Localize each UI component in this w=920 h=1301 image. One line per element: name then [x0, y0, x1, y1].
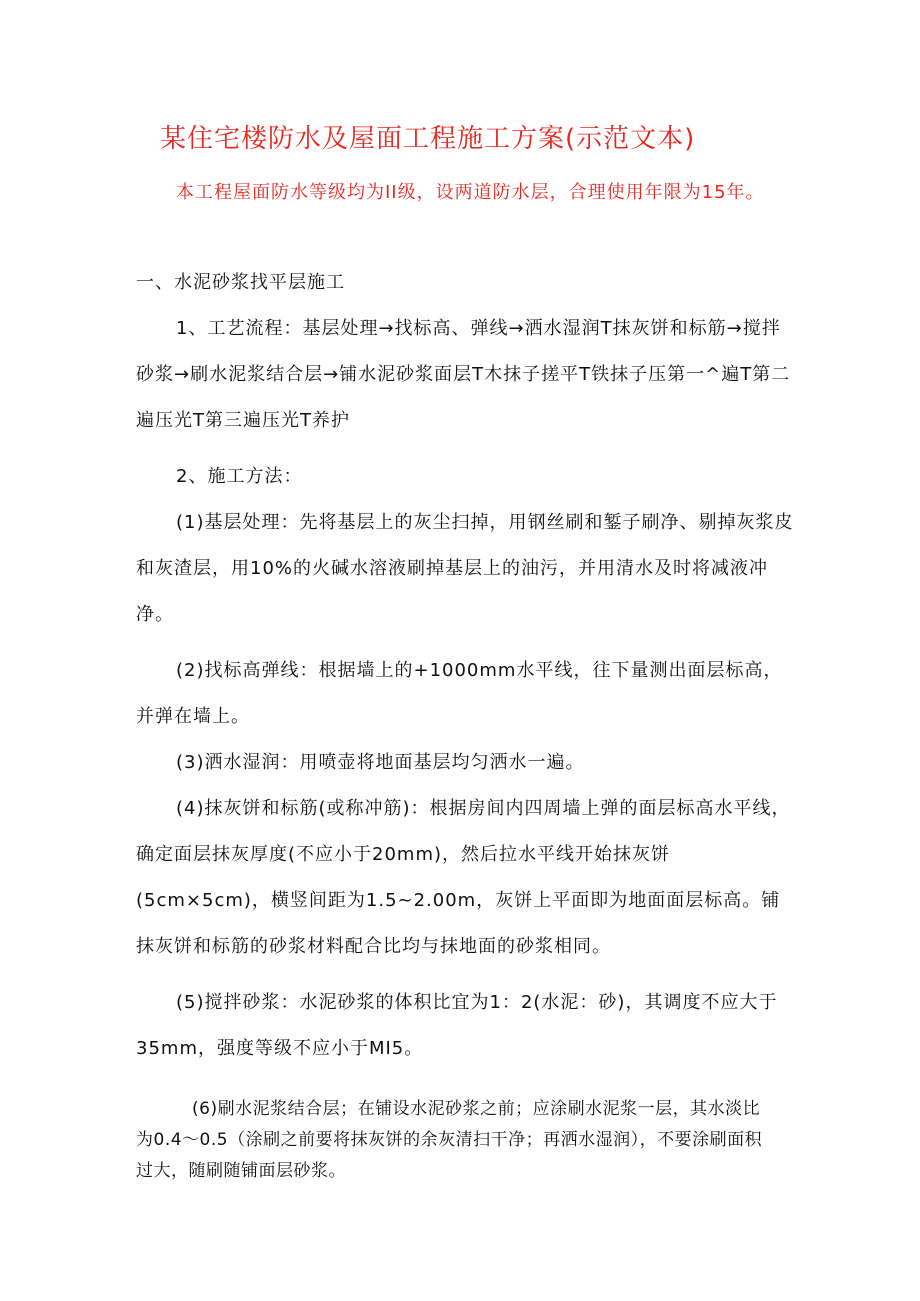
step-6-paragraph [136, 1094, 776, 1187]
step-1-paragraph: (1)基层处理：先将基层上的灰尘扫掉，用钢丝刷和錾子刷净、剔掉灰浆皮和灰渣层，用10%的火碱水溶液刷掉基层上的油污，并用清水及时将减液冲净。 [136, 512, 794, 625]
step-6-text: (6)刷水泥浆结合层；在铺设水泥砂浆之前；应涂刷水泥浆一层，其水淡比为0.4～0.5（涂刷之前要将抹灰饼的余灰清扫干净；再洒水湿润），不要涂刷面积过大，随刷随铺面层砂浆。 [136, 1099, 763, 1181]
method-heading: 2、施工方法： [176, 466, 303, 487]
step-4-paragraph: (4)抹灰饼和标筋(或称冲筋)：根据房间内四周墙上弹的面层标高水平线，确定面层抹灰厚度(不应小于20mm)，然后拉水平线开始抹灰饼(5cm×5cm)，横竖间距为1.5~2.00m，灰饼上平面即为地面面层标高。铺抹灰饼和标筋的砂浆材料配合比均与抹地面的砂浆相同。 [136, 798, 791, 957]
section-heading: 一、水泥砂浆找平层施工 [136, 272, 345, 293]
step-2-paragraph: (2)找标高弹线：根据墙上的+1000mm水平线，往下量测出面层标高，并弹在墙上。 [136, 660, 783, 727]
step-3-paragraph: (3)洒水湿润：用喷壶将地面基层均匀洒水一遍。 [176, 752, 585, 773]
step-5-paragraph: (5)搅拌砂浆：水泥砂浆的体积比宜为1：2(水泥：砂)，其调度不应大于35mm，强度等级不应小于MI5。 [136, 992, 778, 1059]
process-flow-paragraph: 1、工艺流程：基层处理→找标高、弹线→洒水湿润T抹灰饼和标筋→搅拌砂浆→刷水泥浆结合层→铺水泥砂浆面层T木抹子搓平T铁抹子压第一^遍T第二遍压光T第三遍压光T养护 [136, 318, 791, 431]
intro-paragraph: 本工程屋面防水等级均为II级，设两道防水层，合理使用年限为15年。 [176, 182, 765, 203]
document-title: 某住宅楼防水及屋面工程施工方案(示范文本) [160, 124, 696, 154]
